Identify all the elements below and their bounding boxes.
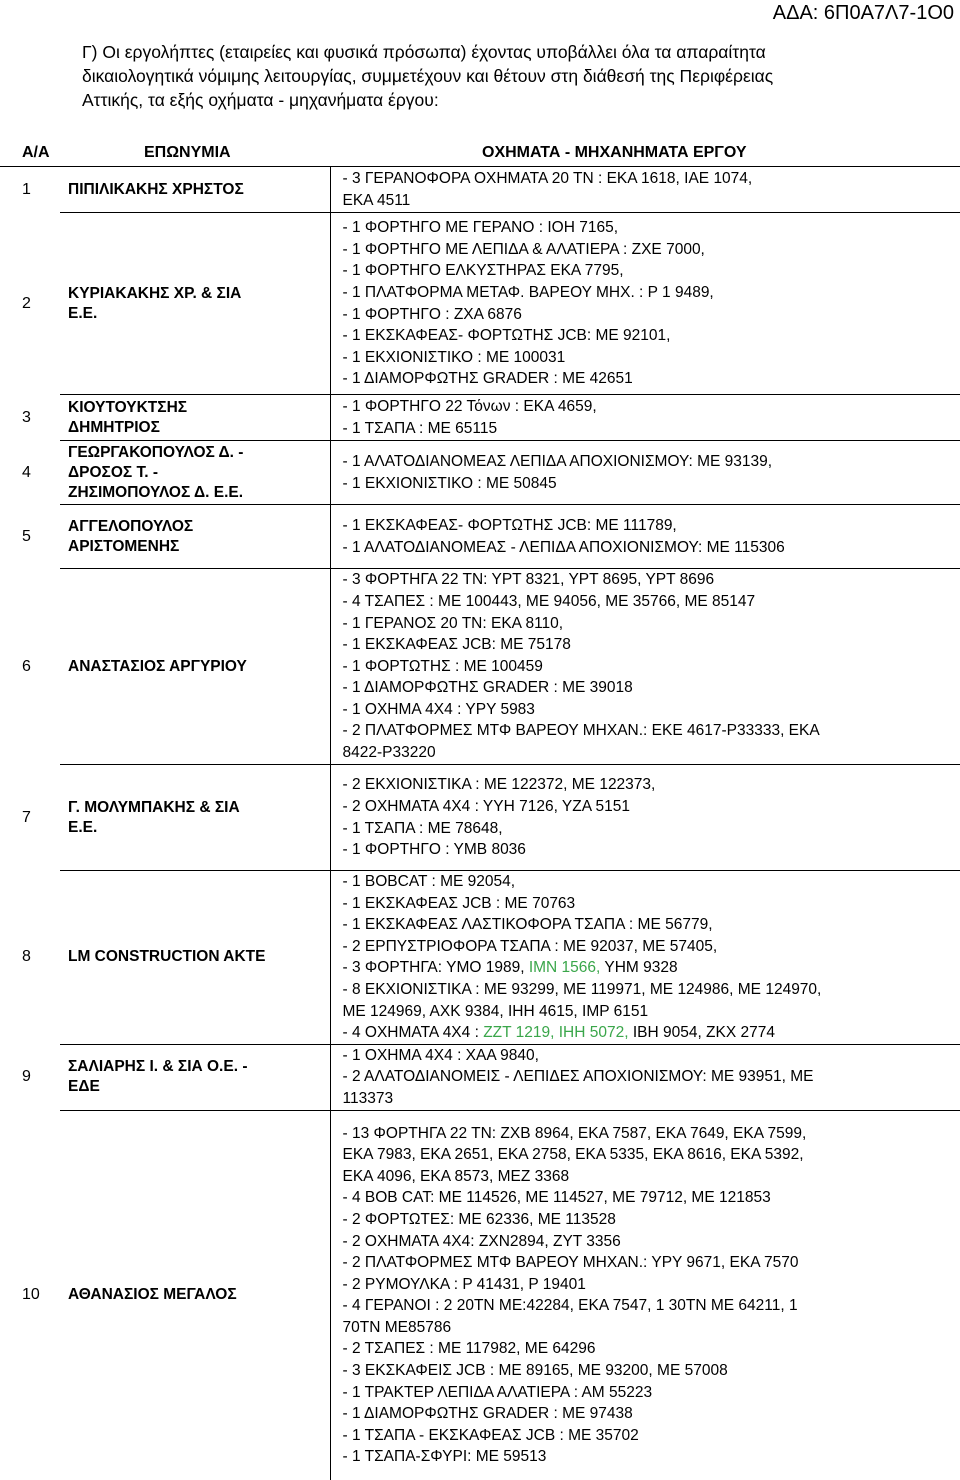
contractor-name-line: ΚΙΟΥΤΟΥΚΤΣΗΣ — [68, 398, 188, 416]
vehicle-line — [343, 190, 957, 212]
vehicle-line — [343, 396, 957, 418]
vehicle-line — [343, 1360, 957, 1382]
vehicle-text: - 2 ΡΥΜΟΥΛΚΑ : Ρ 41431, Ρ 19401 — [342, 1275, 586, 1293]
vehicle-line — [343, 217, 957, 239]
table-row — [0, 871, 960, 1045]
vehicle-text: - 13 ΦΟΡΤΗΓΑ 22 ΤΝ: ΖΧΒ 8964, ΕΚΑ 7587, ΕΚΑ 7649, ΕΚΑ 7599, — [342, 1124, 807, 1142]
vehicle-line — [343, 368, 957, 390]
vehicle-line — [343, 1187, 957, 1209]
vehicle-text: - 3 ΦΟΡΤΗΓΑ: ΥΜΟ 1989, — [342, 959, 529, 977]
header-name: ΕΠΩΝΥΜΙΑ — [60, 140, 330, 167]
contractor-name-line: ΑΓΓΕΛΟΠΟΥΛΟΣ — [68, 517, 194, 535]
vehicle-line — [343, 1166, 957, 1188]
vehicle-text: 8422-Ρ33220 — [342, 744, 436, 762]
vehicle-line — [343, 1022, 957, 1044]
table-row — [0, 765, 960, 871]
vehicle-line — [343, 1403, 957, 1425]
vehicle-text: - 1 ΦΟΡΤΩΤΗΣ : ΜΕ 100459 — [342, 657, 543, 675]
vehicle-text: - 1 ΠΛΑΤΦΟΡΜΑ ΜΕΤΑΦ. ΒΑΡΕΟΥ ΜΗΧ. : Ρ 1 9489, — [342, 283, 714, 301]
vehicle-text: - 2 ΟΧΗΜΑΤΑ 4Χ4: ΖΧΝ2894, ΖΥΤ 3356 — [342, 1232, 621, 1250]
vehicle-text: - 4 ΟΧΗΜΑΤΑ 4Χ4 : — [342, 1024, 484, 1042]
vehicle-text: - 1 ΕΚΧΙΟΝΙΣΤΙΚΟ : ΜΕ 100031 — [342, 348, 566, 366]
vehicle-text: - 1 ΟΧΗΜΑ 4Χ4 : ΧΑΑ 9840, — [342, 1046, 539, 1064]
contractor-name-line: ΠΙΠΙΛΙΚΑΚΗΣ ΧΡΗΣΤΟΣ — [68, 180, 244, 198]
vehicle-line — [343, 1317, 957, 1339]
vehicle-text: ΕΚΑ 4096, ΕΚΑ 8573, ΜΕΖ 3368 — [342, 1167, 570, 1185]
vehicle-text: - 1 ΤΣΑΠΑ - ΕΚΣΚΑΦΕΑΣ JCB : ΜΕ 35702 — [342, 1426, 639, 1444]
table-row — [0, 213, 960, 395]
vehicle-line — [343, 347, 957, 369]
contractor-name — [60, 167, 330, 213]
contractor-name — [60, 569, 330, 765]
vehicle-line — [343, 1338, 957, 1360]
row-number: 4 — [22, 463, 31, 481]
row-number: 1 — [22, 180, 31, 198]
vehicle-line — [343, 656, 957, 678]
vehicle-line — [343, 1274, 957, 1296]
table-row — [0, 1044, 960, 1110]
vehicle-text: 70ΤΝ ΜΕ85786 — [342, 1318, 452, 1336]
contractor-name — [60, 1044, 330, 1110]
vehicle-line — [343, 260, 957, 282]
vehicle-line — [343, 914, 957, 936]
vehicle-text: - 1 ΑΛΑΤΟΔΙΑΝΟΜΕΑΣ - ΛΕΠΙΔΑ ΑΠΟΧΙΟΝΙΣΜΟΥ: ΜΕ 115306 — [342, 538, 785, 556]
highlighted-plates: ΙΜΝ 1566, — [528, 959, 601, 977]
vehicle-line — [343, 239, 957, 261]
vehicle-text: - 1 ΕΚΣΚΑΦΕΑΣ- ΦΟΡΤΩΤΗΣ JCB: ΜΕ 111789, — [342, 516, 677, 534]
vehicle-text: - 1 ΕΚΣΚΑΦΕΑΣ ΛΑΣΤΙΚΟΦΟΡΑ ΤΣΑΠΑ : ΜΕ 56779, — [342, 916, 713, 934]
contractor-name-line: ΔΡΟΣΟΣ Τ. - — [68, 463, 159, 481]
contractor-name-line: ΕΔΕ — [68, 1078, 100, 1096]
vehicles-list — [330, 441, 960, 505]
vehicle-line — [343, 1001, 957, 1023]
vehicle-text: ΥΗΜ 9328 — [600, 959, 678, 977]
vehicle-line — [343, 569, 957, 591]
intro-line: Αττικής, τα εξής οχήματα - μηχανήματα έργου: — [82, 90, 439, 110]
vehicles-list — [330, 1110, 960, 1480]
contractor-name-line: Ε.Ε. — [68, 304, 98, 322]
vehicle-text: ΕΚΑ 7983, ΕΚΑ 2651, ΕΚΑ 2758, ΕΚΑ 5335, ΕΚΑ 8616, ΕΚΑ 5392, — [342, 1146, 804, 1164]
vehicle-text: - 2 ΑΛΑΤΟΔΙΑΝΟΜΕΙΣ - ΛΕΠΙΔΕΣ ΑΠΟΧΙΟΝΙΣΜΟΥ: ΜΕ 93951, ΜΕ — [342, 1068, 814, 1086]
vehicle-line — [343, 742, 957, 764]
contractor-name-line: ΑΘΑΝΑΣΙΟΣ ΜΕΓΑΛΟΣ — [68, 1286, 237, 1304]
vehicle-line — [343, 1123, 957, 1145]
vehicle-line — [343, 699, 957, 721]
vehicle-line — [343, 796, 957, 818]
contractor-name — [60, 765, 330, 871]
contractor-name — [60, 441, 330, 505]
vehicle-line — [343, 774, 957, 796]
vehicle-line — [343, 1382, 957, 1404]
intro-line: δικαιολογητικά νόμιμης λειτουργίας, συμμετέχουν και θέτουν στη διάθεσή της Περιφέρειας — [82, 66, 774, 86]
vehicle-text: - 2 ΤΣΑΠΕΣ : ΜΕ 117982, ΜΕ 64296 — [342, 1340, 596, 1358]
vehicle-text: - 1 ΦΟΡΤΗΓΟ : ΖΧΑ 6876 — [342, 305, 522, 323]
vehicle-text: - 1 ΤΣΑΠΑ-ΣΦΥΡΙ: ΜΕ 59513 — [342, 1448, 547, 1466]
row-number: 7 — [22, 808, 31, 826]
vehicle-text: - 1 ΦΟΡΤΗΓΟ : ΥΜΒ 8036 — [342, 841, 526, 859]
vehicle-line — [343, 1231, 957, 1253]
vehicles-list — [330, 765, 960, 871]
vehicle-text: 113373 — [342, 1089, 394, 1107]
intro-paragraph — [82, 40, 950, 112]
vehicles-list — [330, 395, 960, 441]
vehicle-text: - 1 ΕΚΣΚΑΦΕΑΣ JCB: ΜΕ 75178 — [342, 636, 571, 654]
vehicle-text: - 1 ΤΣΑΠΑ : ΜΕ 78648, — [342, 819, 503, 837]
table-row — [0, 441, 960, 505]
row-number: 5 — [22, 527, 31, 545]
vehicle-text: ΕΚΑ 4511 — [342, 191, 411, 209]
table-row — [0, 569, 960, 765]
table-row — [0, 167, 960, 213]
vehicle-text: - 3 ΕΚΣΚΑΦΕΙΣ JCB : ΜΕ 89165, ΜΕ 93200, ΜΕ 57008 — [342, 1362, 728, 1380]
vehicle-text: - 1 ΓΕΡΑΝΟΣ 20 ΤΝ: ΕΚΑ 8110, — [342, 614, 564, 632]
contractor-name-line: Ε.Ε. — [68, 818, 98, 836]
vehicle-text: - 1 ΕΚΧΙΟΝΙΣΤΙΚΟ : ΜΕ 50845 — [342, 474, 557, 492]
contractor-name-line: ΑΡΙΣΤΟΜΕΝΗΣ — [68, 537, 180, 555]
contractor-name — [60, 871, 330, 1045]
vehicles-table — [0, 140, 960, 1480]
vehicle-text: - 3 ΦΟΡΤΗΓΑ 22 ΤΝ: ΥΡΤ 8321, ΥΡΤ 8695, ΥΡΤ 8696 — [342, 571, 715, 589]
vehicle-line — [343, 613, 957, 635]
vehicles-list — [330, 569, 960, 765]
vehicle-line — [343, 1066, 957, 1088]
contractor-name — [60, 395, 330, 441]
vehicle-line — [343, 1144, 957, 1166]
vehicle-line — [343, 1252, 957, 1274]
vehicle-line — [343, 418, 957, 440]
vehicle-line — [343, 537, 957, 559]
vehicle-line — [343, 1088, 957, 1110]
vehicle-line — [343, 677, 957, 699]
intro-line: Γ) Οι εργολήπτες (εταιρείες και φυσικά πρόσωπα) έχοντας υποβάλλει όλα τα απαραίτητα — [82, 42, 766, 62]
row-number: 8 — [22, 948, 31, 966]
vehicle-text: - 1 ΦΟΡΤΗΓΟ ΕΛΚΥΣΤΗΡΑΣ ΕΚΑ 7795, — [342, 262, 624, 280]
vehicle-text: - 1 ΤΣΑΠΑ : ΜΕ 65115 — [342, 419, 498, 437]
vehicle-line — [343, 893, 957, 915]
vehicle-text: - 1 ΔΙΑΜΟΡΦΩΤΗΣ GRADER : ΜΕ 42651 — [342, 370, 633, 388]
vehicle-line — [343, 591, 957, 613]
vehicle-text: - 2 ΠΛΑΤΦΟΡΜΕΣ ΜΤΦ ΒΑΡΕΟΥ ΜΗΧΑΝ.: ΥΡΥ 9671, ΕΚΑ 7570 — [342, 1254, 799, 1272]
vehicles-list — [330, 871, 960, 1045]
header-aa: Α/Α — [0, 140, 60, 167]
contractor-name-line: ΚΥΡΙΑΚΑΚΗΣ ΧΡ. & ΣΙΑ — [68, 284, 242, 302]
vehicle-line — [343, 936, 957, 958]
vehicle-text: - 4 ΓΕΡΑΝΟΙ : 2 20ΤΝ ΜΕ:42284, ΕΚΑ 7547, 1 30ΤΝ ΜΕ 64211, 1 — [342, 1297, 798, 1315]
vehicle-line — [343, 168, 957, 190]
table-row — [0, 395, 960, 441]
vehicle-text: - 1 ΦΟΡΤΗΓΟ ΜΕ ΓΕΡΑΝΟ : ΙΟΗ 7165, — [342, 219, 618, 237]
vehicle-text: - 4 ΤΣΑΠΕΣ : ΜΕ 100443, ΜΕ 94056, ΜΕ 35766, ΜΕ 85147 — [342, 592, 756, 610]
vehicle-text: ΜΕ 124969, ΑΧΚ 9384, ΙΗΗ 4615, ΙΜΡ 6151 — [342, 1002, 649, 1020]
highlighted-plates: ΖΖΤ 1219, ΙΗΗ 5072, — [483, 1024, 629, 1042]
contractor-name-line: ΑΝΑΣΤΑΣΙΟΣ ΑΡΓΥΡΙΟΥ — [68, 657, 247, 675]
vehicle-text: - 1 ΦΟΡΤΗΓΟ 22 Τόνων : ΕΚΑ 4659, — [342, 397, 597, 415]
vehicle-line — [343, 1425, 957, 1447]
vehicle-line — [343, 839, 957, 861]
ada-code: ΑΔΑ: 6Π0Α7Λ7-1Ο0 — [772, 2, 954, 24]
vehicle-text: - 1 ΑΛΑΤΟΔΙΑΝΟΜΕΑΣ ΛΕΠΙΔΑ ΑΠΟΧΙΟΝΙΣΜΟΥ: ΜΕ 93139, — [342, 452, 773, 470]
vehicle-text: - 1 ΦΟΡΤΗΓΟ ΜΕ ΛΕΠΙΔΑ & ΑΛΑΤΙΕΡΑ : ΖΧΕ 7000, — [342, 240, 705, 258]
vehicle-text: - 3 ΓΕΡΑΝΟΦΟΡΑ ΟΧΗΜΑΤΑ 20 ΤΝ : ΕΚΑ 1618, ΙΑΕ 1074, — [342, 169, 753, 187]
vehicle-text: - 1 ΕΚΣΚΑΦΕΑΣ- ΦΟΡΤΩΤΗΣ JCB: ΜΕ 92101, — [342, 327, 671, 345]
contractor-name-line: Γ. ΜΟΛΥΜΠΑΚΗΣ & ΣΙΑ — [68, 798, 240, 816]
vehicle-text: - 2 ΠΛΑΤΦΟΡΜΕΣ ΜΤΦ ΒΑΡΕΟΥ ΜΗΧΑΝ.: ΕΚΕ 4617-Ρ33333, ΕΚΑ — [342, 722, 820, 740]
header-vehicles: ΟΧΗΜΑΤΑ - ΜΗΧΑΝΗΜΑΤΑ ΕΡΓΟΥ — [330, 140, 960, 167]
vehicle-line — [343, 979, 957, 1001]
vehicle-text: - 1 ΤΡΑΚΤΕΡ ΛΕΠΙΔΑ ΑΛΑΤΙΕΡΑ : ΑΜ 55223 — [342, 1383, 653, 1401]
vehicle-line — [343, 304, 957, 326]
vehicle-text: - 1 ΔΙΑΜΟΡΦΩΤΗΣ GRADER : ΜΕ 39018 — [342, 679, 633, 697]
vehicle-text: - 8 ΕΚΧΙΟΝΙΣΤΙΚΑ : ΜΕ 93299, ΜΕ 119971, ΜΕ 124986, ΜΕ 124970, — [342, 980, 822, 998]
vehicles-list — [330, 213, 960, 395]
row-number: 3 — [22, 408, 31, 426]
vehicle-line — [343, 515, 957, 537]
row-number: 9 — [22, 1068, 31, 1086]
contractor-name-line: ΔΗΜΗΤΡΙΟΣ — [68, 418, 160, 436]
vehicle-line — [343, 871, 957, 893]
table-row — [0, 1110, 960, 1480]
vehicle-text: - 2 ΕΡΠΥΣΤΡΙΟΦΟΡΑ ΤΣΑΠΑ : ΜΕ 92037, ΜΕ 57405, — [342, 937, 718, 955]
contractor-name-line: LM CONSTRUCTION AKTE — [68, 948, 266, 966]
contractor-name — [60, 505, 330, 569]
vehicles-list — [330, 1044, 960, 1110]
vehicle-line — [343, 1045, 957, 1067]
vehicle-text: ΙΒΗ 9054, ΖΚΧ 2774 — [628, 1024, 775, 1042]
vehicle-line — [343, 1209, 957, 1231]
vehicle-line — [343, 451, 957, 473]
vehicle-line — [343, 1446, 957, 1468]
vehicle-text: - 1 ΔΙΑΜΟΡΦΩΤΗΣ GRADER : ΜΕ 97438 — [342, 1405, 633, 1423]
contractor-name-line: ΓΕΩΡΓΑΚΟΠΟΥΛΟΣ Δ. - — [68, 443, 244, 461]
vehicle-line — [343, 818, 957, 840]
table-row — [0, 505, 960, 569]
vehicles-list — [330, 167, 960, 213]
vehicle-line — [343, 473, 957, 495]
vehicle-line — [343, 957, 957, 979]
vehicle-line — [343, 1295, 957, 1317]
row-number: 6 — [22, 657, 31, 675]
vehicle-text: - 4 ΒΟΒ CAT: ΜΕ 114526, ΜΕ 114527, ΜΕ 79712, ΜΕ 121853 — [342, 1189, 771, 1207]
vehicle-text: - 2 ΕΚΧΙΟΝΙΣΤΙΚΑ : ΜΕ 122372, ΜΕ 122373, — [342, 776, 656, 794]
row-number: 2 — [22, 294, 31, 312]
vehicle-line — [343, 325, 957, 347]
row-number: 10 — [22, 1286, 40, 1304]
vehicle-text: - 2 ΟΧΗΜΑΤΑ 4Χ4 : ΥΥΗ 7126, ΥΖΑ 5151 — [342, 797, 630, 815]
table-header-row — [0, 140, 960, 167]
vehicle-line — [343, 720, 957, 742]
vehicle-line — [343, 282, 957, 304]
vehicle-text: - 1 ΒΟΒCAT : ΜΕ 92054, — [342, 873, 516, 890]
contractor-name-line: ΣΑΛΙΑΡΗΣ Ι. & ΣΙΑ Ο.Ε. - — [68, 1058, 248, 1076]
contractor-name — [60, 213, 330, 395]
vehicle-text: - 1 ΕΚΣΚΑΦΕΑΣ JCB : ΜΕ 70763 — [342, 894, 576, 912]
contractor-name — [60, 1110, 330, 1480]
vehicle-text: - 1 ΟΧΗΜΑ 4Χ4 : ΥΡΥ 5983 — [342, 700, 535, 718]
vehicles-list — [330, 505, 960, 569]
vehicle-line — [343, 634, 957, 656]
vehicle-text: - 2 ΦΟΡΤΩΤΕΣ: ΜΕ 62336, ΜΕ 113528 — [342, 1210, 616, 1228]
contractor-name-line: ΖΗΣΙΜΟΠΟΥΛΟΣ Δ. Ε.Ε. — [68, 483, 244, 501]
